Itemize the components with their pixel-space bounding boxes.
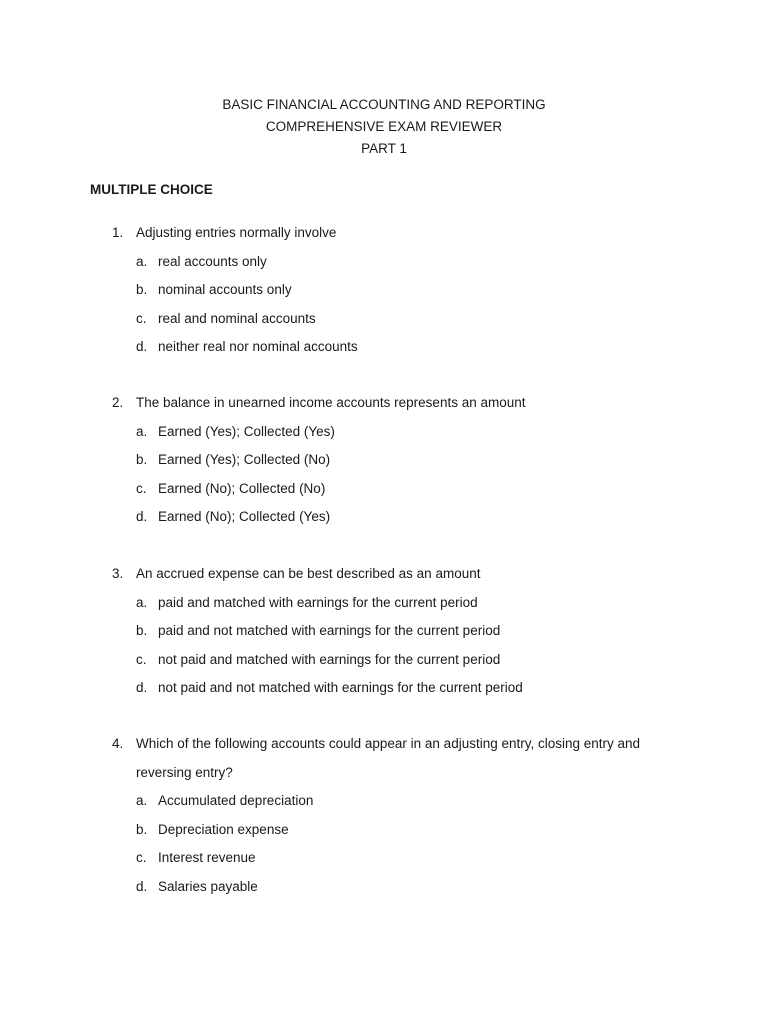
title-line-2: COMPREHENSIVE EXAM REVIEWER xyxy=(265,119,503,134)
answer-option xyxy=(0,418,768,447)
question-text: The balance in unearned income accounts represents an amount xyxy=(136,395,526,410)
option-text: Earned (No); Collected (Yes) xyxy=(158,509,331,524)
answer-option xyxy=(0,617,768,646)
option-letter: b. xyxy=(136,452,148,467)
answer-option xyxy=(0,276,768,305)
option-text: paid and matched with earnings for the current period xyxy=(158,594,478,610)
question-text: Which of the following accounts could appear in an adjusting entry, closing entry and reversing entry? xyxy=(136,736,641,780)
option-text: Earned (Yes); Collected (Yes) xyxy=(158,423,335,439)
question-number: 4. xyxy=(112,736,124,751)
question-number: 2. xyxy=(112,395,124,410)
title-line-3: PART 1 xyxy=(361,141,407,156)
option-text: real accounts only xyxy=(158,253,267,269)
question-stem xyxy=(0,389,768,418)
title-line-1: BASIC FINANCIAL ACCOUNTING AND REPORTING xyxy=(222,97,546,112)
option-letter: a. xyxy=(136,594,148,610)
option-letter: b. xyxy=(136,821,148,837)
option-letter: b. xyxy=(136,623,148,638)
question-3 xyxy=(0,560,768,703)
answer-option xyxy=(0,589,768,618)
question-number: 1. xyxy=(112,225,124,240)
option-text: Salaries payable xyxy=(158,878,258,894)
answer-option xyxy=(0,503,768,532)
option-letter: b. xyxy=(136,282,148,297)
option-letter: a. xyxy=(136,793,148,808)
option-text: Depreciation expense xyxy=(158,821,289,837)
question-stem xyxy=(0,219,768,248)
option-text: not paid and matched with earnings for the current period xyxy=(158,651,501,667)
question-2 xyxy=(0,389,768,532)
option-letter: d. xyxy=(136,680,148,695)
answer-option xyxy=(0,475,768,504)
option-letter: d. xyxy=(136,878,148,894)
document-title xyxy=(0,94,768,160)
answer-option xyxy=(0,305,768,334)
answer-option xyxy=(0,873,768,902)
option-letter: c. xyxy=(136,310,147,326)
option-text: neither real nor nominal accounts xyxy=(158,339,358,354)
option-text: Interest revenue xyxy=(158,850,256,865)
option-text: Earned (No); Collected (No) xyxy=(158,480,326,496)
option-text: paid and not matched with earnings for the current period xyxy=(158,623,501,638)
question-text: An accrued expense can be best described as an amount xyxy=(136,566,481,581)
answer-option xyxy=(0,816,768,845)
question-stem xyxy=(0,730,768,787)
answer-option xyxy=(0,333,768,362)
option-letter: c. xyxy=(136,651,147,667)
question-text: Adjusting entries normally involve xyxy=(136,225,337,240)
answer-option xyxy=(0,787,768,816)
option-text: nominal accounts only xyxy=(158,282,292,297)
answer-option xyxy=(0,844,768,873)
question-4 xyxy=(0,730,768,901)
answer-option xyxy=(0,446,768,475)
answer-option xyxy=(0,674,768,703)
section-heading: MULTIPLE CHOICE xyxy=(90,182,213,197)
option-letter: d. xyxy=(136,339,148,354)
answer-option xyxy=(0,248,768,277)
option-text: real and nominal accounts xyxy=(158,310,316,326)
option-letter: a. xyxy=(136,423,148,439)
option-text: not paid and not matched with earnings for the current period xyxy=(158,680,523,695)
option-text: Accumulated depreciation xyxy=(158,793,314,808)
option-letter: a. xyxy=(136,253,148,269)
question-stem xyxy=(0,560,768,589)
answer-option xyxy=(0,646,768,675)
option-letter: c. xyxy=(136,850,147,865)
option-letter: c. xyxy=(136,480,147,496)
option-text: Earned (Yes); Collected (No) xyxy=(158,452,331,467)
question-number: 3. xyxy=(112,566,124,581)
question-1 xyxy=(0,219,768,362)
option-letter: d. xyxy=(136,509,148,524)
